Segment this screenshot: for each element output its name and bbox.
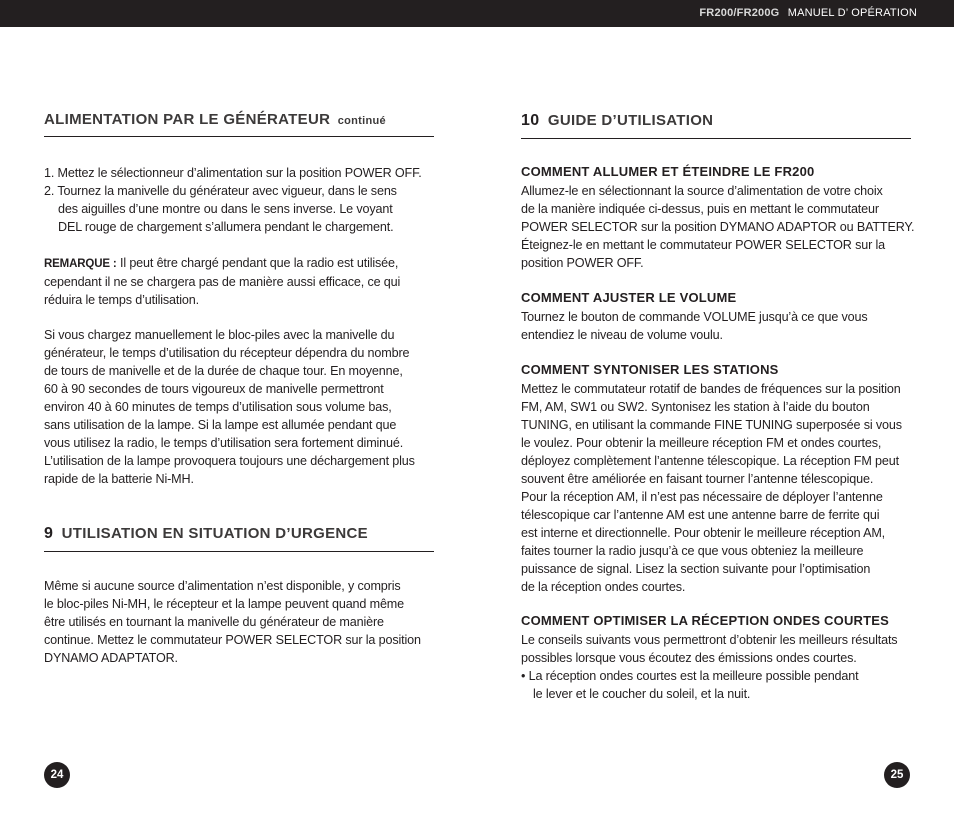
subheading-tuning: COMMENT SYNTONISER LES STATIONS <box>521 362 779 377</box>
header-manual: MANUEL D’ OPÉRATION <box>787 7 917 19</box>
left-page <box>44 0 434 818</box>
paragraph-line: être utilisés en tournant la manivelle du générateur de manière <box>44 615 384 629</box>
paragraph-line: est interne et directionnelle. Pour obtenir le meilleure réception AM, <box>521 526 886 540</box>
right-page <box>521 0 915 818</box>
paragraph-line: le bloc-piles Ni-MH, le récepteur et la lampe peuvent quand même <box>44 597 404 611</box>
paragraph-line: Tournez le bouton de commande VOLUME jusqu’à ce que vous <box>521 310 868 324</box>
tuning-paragraph <box>521 380 911 596</box>
paragraph-line: entendiez le niveau de volume voulu. <box>521 328 723 342</box>
paragraph-line: puissance de signal. Lisez la section suivante pour l’optimisation <box>521 562 871 576</box>
subheading-shortwave: COMMENT OPTIMISER LA RÉCEPTION ONDES COURTES <box>521 613 890 628</box>
step-line: 1. Mettez le sélectionneur d’alimentation sur la position POWER OFF. <box>44 166 422 180</box>
paragraph-line: sans utilisation de la lampe. Si la lampe est allumée pendant que <box>44 418 397 432</box>
paragraph-line: 60 à 90 secondes de tours vigoureux de manivelle permettront <box>44 382 384 396</box>
paragraph-line: environ 40 à 60 minutes de temps d’utilisation sous volume bas, <box>44 400 392 414</box>
paragraph-line: télescopique car l’antenne AM est une antenne barre de ferrite qui <box>521 508 880 522</box>
paragraph-line: souvent être améliorée en faisant tourner l’antenne télescopique. <box>521 472 874 486</box>
section-number: 9 <box>44 525 54 542</box>
section-title: GUIDE D’UTILISATION <box>547 112 714 129</box>
page-number: 25 <box>884 762 910 788</box>
paragraph-line: de tours de manivelle et de la durée de chaque tour. En moyenne, <box>44 364 403 378</box>
bullet-line: le lever et le coucher du soleil, et la nuit. <box>533 687 751 701</box>
paragraph-line: POWER SELECTOR sur la position DYMANO ADAPTOR ou BATTERY. <box>521 220 915 234</box>
section-title: ALIMENTATION PAR LE GÉNÉRATEUR <box>44 111 331 128</box>
section-number: 10 <box>521 112 540 129</box>
remark-line <box>44 254 434 273</box>
power-paragraph <box>521 182 915 272</box>
section-heading-emergency <box>44 525 434 552</box>
remark-paragraph <box>44 254 434 309</box>
volume-paragraph <box>521 308 911 344</box>
generator-steps <box>44 164 434 236</box>
remark-line: cependant il ne se chargera pas de manière aussi efficace, ce qui <box>44 275 401 289</box>
paragraph-line: de la réception ondes courtes. <box>521 580 686 594</box>
paragraph-line: position POWER OFF. <box>521 256 644 270</box>
paragraph-line: DYNAMO ADAPTATOR. <box>44 651 178 665</box>
section-heading-generator <box>44 111 434 137</box>
remark-label: REMARQUE : <box>44 258 117 270</box>
paragraph-line: Éteignez-le en mettant le commutateur POWER SELECTOR sur la <box>521 238 885 252</box>
paragraph-line: vous utilisez la radio, le temps d’utilisation sera fortement diminué. <box>44 436 404 450</box>
paragraph-line: de la manière indiquée ci-dessus, puis en mettant le commutateur <box>521 202 879 216</box>
paragraph-line: Le conseils suivants vous permettront d’obtenir les meilleurs résultats <box>521 633 898 647</box>
paragraph-line: L’utilisation de la lampe provoquera toujours une déchargement plus <box>44 454 415 468</box>
paragraph-line: Allumez-le en sélectionnant la source d’alimentation de votre choix <box>521 184 883 198</box>
paragraph-line: Pour la réception AM, il n’est pas nécessaire de déployer l’antenne <box>521 490 883 504</box>
remark-text: Il peut être chargé pendant que la radio est utilisée, <box>116 256 399 270</box>
paragraph-line: rapide de la batterie Ni-MH. <box>44 472 194 486</box>
paragraph-line: possibles lorsque vous écoutez des émissions ondes courtes. <box>521 651 857 665</box>
step-line: des aiguilles d’une montre ou dans le sens inverse. Le voyant <box>58 202 393 216</box>
shortwave-paragraph <box>521 631 911 703</box>
remark-line: réduira le temps d’utilisation. <box>44 293 199 307</box>
paragraph-line: générateur, le temps d’utilisation du récepteur dépendra du nombre <box>44 346 410 360</box>
step-line: 2. Tournez la manivelle du générateur avec vigueur, dans le sens <box>44 184 397 198</box>
header-model: FR200/FR200G <box>699 7 780 19</box>
paragraph-line: FM, AM, SW1 ou SW2. Syntonisez les station à l’aide du bouton <box>521 400 870 414</box>
page-number: 24 <box>44 762 70 788</box>
manual-charge-paragraph <box>44 326 434 488</box>
bullet-line: • La réception ondes courtes est la meilleure possible pendant <box>521 669 859 683</box>
step-line: DEL rouge de chargement s’allumera pendant le chargement. <box>58 220 394 234</box>
subheading-volume: COMMENT AJUSTER LE VOLUME <box>521 290 737 305</box>
paragraph-line: Mettez le commutateur rotatif de bandes de fréquences sur la position <box>521 382 901 396</box>
paragraph-line: continue. Mettez le commutateur POWER SELECTOR sur la position <box>44 633 421 647</box>
emergency-paragraph <box>44 577 434 667</box>
paragraph-line: Même si aucune source d’alimentation n’est disponible, y compris <box>44 579 401 593</box>
section-heading-guide <box>521 112 911 139</box>
section-title: UTILISATION EN SITUATION D’URGENCE <box>61 525 368 542</box>
paragraph-line: le voulez. Pour obtenir la meilleure réception FM et ondes courtes, <box>521 436 882 450</box>
paragraph-line: faites tourner la radio jusqu’à ce que vous obteniez la meilleure <box>521 544 864 558</box>
subheading-power: COMMENT ALLUMER ET ÉTEINDRE LE FR200 <box>521 164 815 179</box>
paragraph-line: Si vous chargez manuellement le bloc-piles avec la manivelle du <box>44 328 395 342</box>
section-continued: continué <box>337 115 386 127</box>
paragraph-line: déployez complètement l’antenne télescopique. La réception FM peut <box>521 454 899 468</box>
paragraph-line: TUNING, en utilisant la commande FINE TUNING superposée si vous <box>521 418 902 432</box>
